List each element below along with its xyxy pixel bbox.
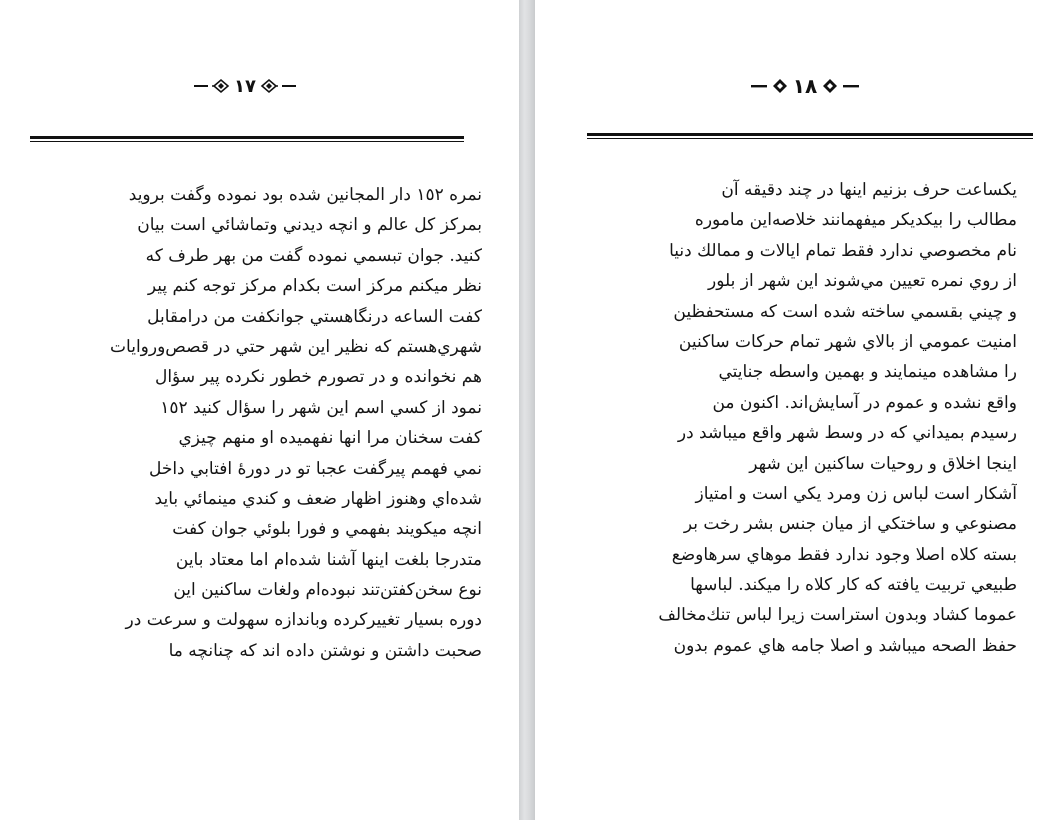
- ornament-dash-icon: [843, 84, 859, 88]
- text-line: مصنوعي و ساختكي از ميان جنس بشر رخت بر: [683, 514, 1017, 535]
- text-line: كنيد. جوان تبسمي نموده گفت من بهر طرف كه: [145, 245, 482, 266]
- text-line: صحبت داشتن و نوشتن داده اند كه چنانچه ما: [168, 640, 482, 661]
- text-line: يكساعت حرف بزنيم اينها در چند دقيقه آن: [721, 180, 1017, 200]
- text-line: دوره بسيار تغييركرده وباندازه سهولت و سرعت در: [125, 610, 482, 631]
- text-line: انچه ميكويند بفهمي و فورا بلوئي جوان كفت: [172, 519, 482, 540]
- text-line: نظر ميكنم مركز است بكدام مركز توجه كنم پير: [147, 276, 482, 297]
- body-text: [52, 180, 482, 666]
- ornament-flourish-icon: [771, 77, 789, 95]
- ornament-flourish-icon: [212, 78, 230, 94]
- text-line: نمود از كسي اسم اين شهر را سؤال كنيد ١٥٢: [160, 397, 482, 418]
- ornament-dash-icon: [751, 84, 767, 88]
- header-rule: [587, 133, 1033, 143]
- text-line: متدرجا بلغت اينها آشنا شده‌ام اما معتاد باين: [175, 549, 482, 570]
- book-gutter: [519, 0, 535, 820]
- ornament-flourish-icon: [260, 78, 278, 94]
- ornament-flourish-icon: [821, 77, 839, 95]
- left-page: [0, 0, 519, 820]
- text-line: شهري‌هستم كه نظير اين شهر حتي در قصص‌وروايات: [110, 336, 482, 357]
- text-line: كفت الساعه درنگاهستي جوانكفت من درامقابل: [147, 306, 482, 327]
- text-line: آشكار است لباس زن ومرد يكي است و امتياز: [695, 483, 1017, 504]
- text-line: حفظ الصحه ميباشد و اصلا جامه هاي عموم بدون: [673, 635, 1017, 656]
- page-number-header: [750, 70, 860, 102]
- ornament-dash-icon: [282, 84, 296, 88]
- ornament-dash-icon: [194, 84, 208, 88]
- text-line: رسيدم بميداني كه در وسط شهر واقع ميباشد در: [677, 423, 1017, 444]
- text-line: كفت سخنان مرا انها نفهميده او منهم چيزي: [178, 428, 482, 449]
- page-number: ١٨: [792, 74, 818, 98]
- text-line: را مشاهده مينمايند و بهمين واسطه جنايتي: [718, 362, 1017, 383]
- right-page: [535, 0, 1057, 820]
- text-line: و چيني بقسمي ساخته شده است كه مستحفظين: [673, 301, 1017, 322]
- text-line: اينجا اخلاق و روحيات ساكنين اين شهر: [749, 453, 1017, 474]
- text-line: هم نخوانده و در تصورم خطور نكرده پير سؤال: [154, 367, 482, 388]
- text-line: شده‌اي وهنوز اظهار ضعف و كندي مينمائي بايد: [154, 488, 482, 509]
- text-line: بمركز كل عالم و انچه ديدني وتماشائي است بيان: [137, 215, 482, 236]
- text-line: مطالب را بيكديكر ميفهمانند خلاصه‌اين ماموره: [694, 210, 1017, 231]
- text-line: نام مخصوصي ندارد فقط تمام ايالات و ممالك دنيا: [669, 240, 1017, 261]
- text-line: امنيت عمومي از بالاي شهر تمام حركات ساكنين: [678, 331, 1017, 352]
- text-line: از روي نمره تعيين مي‌شوند اين شهر از بلور: [708, 271, 1017, 292]
- body-text: [605, 175, 1017, 661]
- text-line: طبيعي تربيت يافته كه كار كلاه را ميكند. لباسها: [690, 575, 1017, 596]
- text-line: نمره ١٥٢ دار المجانين شده بود نموده وگفت برويد: [128, 185, 482, 205]
- text-line: واقع نشده و عموم در آسايش‌اند. اكنون من: [712, 392, 1017, 413]
- header-rule: [30, 136, 464, 146]
- text-line: بسته كلاه اصلا وجود ندارد فقط موهاي سرها‌وضع: [671, 544, 1017, 565]
- page-number-header: [190, 70, 300, 102]
- text-line: نمي فهمم پيرگفت عجبا تو در دورهٔ افتابي داخل: [148, 458, 482, 479]
- text-line: عموما كشاد وبدون استراست زيرا لباس تنك‌مخالف: [658, 605, 1017, 626]
- page-number: ١٧: [234, 75, 256, 97]
- text-line: نوع سخن‌كفتن‌تند نبوده‌ام ولغات ساكنين اين: [173, 580, 482, 601]
